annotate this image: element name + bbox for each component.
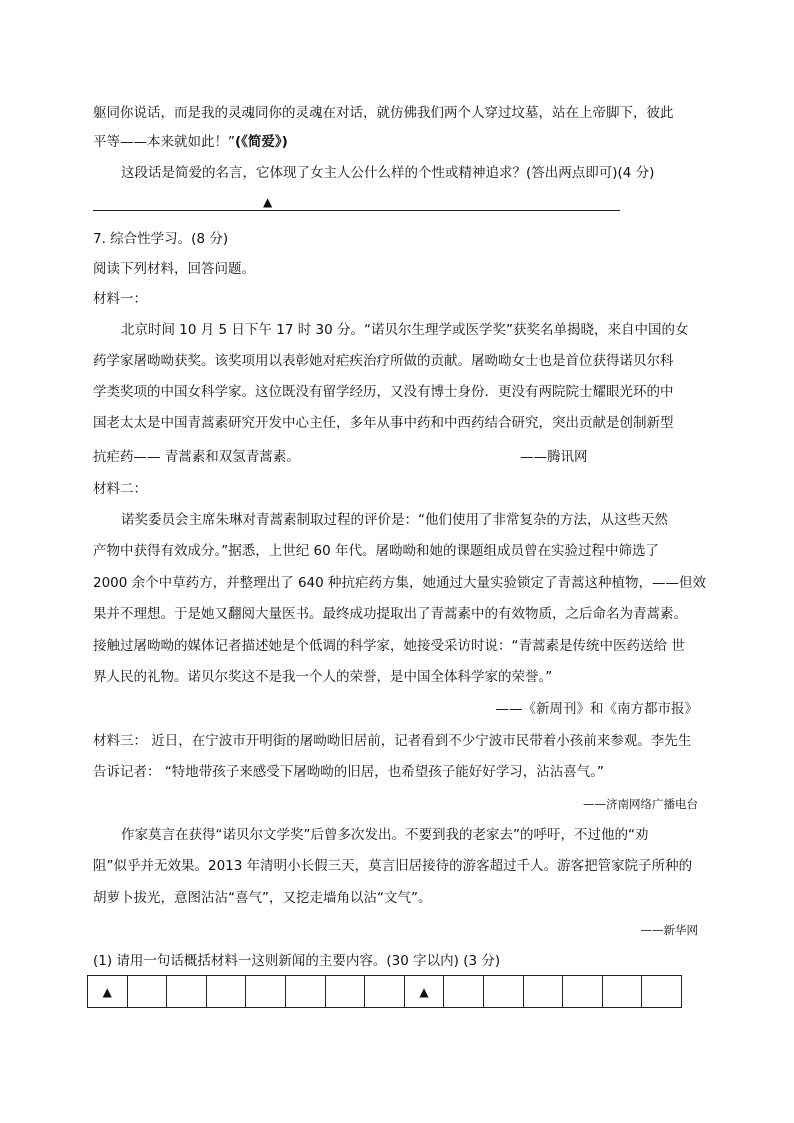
grid-cell[interactable]: [365, 976, 405, 1007]
material-4-line: 阻”似乎并无效果。2013 年清明小长假三天，莫言旧居接待的游客超过千人。游客把管家院子所种的: [93, 858, 693, 874]
grid-cell[interactable]: [326, 976, 366, 1007]
material-1-source: ——腾讯网: [520, 449, 588, 465]
quote-end: 平等——本来就如此！”: [93, 134, 235, 150]
answer-grid: [87, 975, 682, 1008]
grid-cell[interactable]: [286, 976, 326, 1007]
grid-cell[interactable]: [524, 976, 564, 1007]
grid-cell[interactable]: [207, 976, 247, 1007]
material-1-line: 药学家屠呦呦获奖。该奖项用以表彰她对疟疾治疗所做的贡献。屠呦呦女士也是首位获得诺贝尔科: [93, 353, 674, 369]
material-4-line: 胡萝卜拔光，意图沾沾“喜气”，又挖走墙角以沾“文气”。: [93, 890, 432, 906]
material-4-source: ——新华网: [640, 923, 698, 937]
source-jane-eyre: (《简爱》): [235, 134, 288, 150]
material-2-line: 果并不理想。于是她又翻阅大量医书。最终成功提取出了青蒿素中的有效物质，之后命名为青蒿素。: [93, 606, 687, 622]
material-1-line: 北京时间 10 月 5 日下午 17 时 30 分。“诺贝尔生理学或医学奖”获奖名单揭晓，来自中国的女: [121, 322, 689, 338]
grid-cell[interactable]: [246, 976, 286, 1007]
sub-question-1: (1) 请用一句话概括材料一这则新闻的主要内容。(30 字以内) (3 分): [93, 953, 501, 969]
material-1-line: 国老太太是中国青蒿素研究开发中心主任，多年从事中药和中西药结合研究，突出贡献是创制新型: [93, 415, 674, 431]
material-3-line: 告诉记者： “特地带孩子来感受下屠呦呦的旧居，也希望孩子能好好学习，沾沾喜气。”: [93, 764, 605, 780]
grid-cell[interactable]: [563, 976, 603, 1007]
material-2-line: 2000 余个中草药方，并整理出了 640 种抗疟药方集，她通过大量实验锁定了青蒿这种植物，——但效: [93, 575, 706, 591]
material-1-line: 抗疟药—— 青蒿素和双氢青蒿素。: [93, 449, 300, 465]
text-line-2: [93, 132, 288, 152]
material-3-line: 材料三： 近日，在宁波市开明街的屠呦呦旧居前，记者看到不少宁波市民带着小孩前来参观。李先生: [93, 733, 692, 749]
grid-cell[interactable]: [642, 976, 681, 1007]
grid-cell[interactable]: ▲: [405, 976, 445, 1007]
material-4-line: 作家莫言在获得“诺贝尔文学奖”后曾多次发出。不要到我的老家去”的呼吁，不过他的“劝: [121, 827, 649, 843]
material-2-label: 材料二：: [93, 481, 147, 497]
material-1-line: 学类奖项的中国女科学家。这位既没有留学经历，又没有博士身份．更没有两院院士耀眼光环的中: [93, 384, 674, 400]
instruction: 阅读下列材料，回答问题。: [93, 261, 255, 277]
answer-marker-triangle-icon: ▲: [263, 195, 273, 209]
question-6-prompt: 这段话是简爱的名言，它体现了女主人公什么样的个性或精神追求？(答出两点即可)(4 分): [121, 165, 655, 181]
grid-cell[interactable]: ▲: [88, 976, 128, 1007]
grid-cell[interactable]: [128, 976, 168, 1007]
text-line-1: 躯同你说话，而是我的灵魂同你的灵魂在对话，就仿佛我们两个人穿过坟墓，站在上帝脚下，彼此: [93, 105, 674, 121]
material-2-source: ——《新周刊》和《南方都市报》: [495, 701, 698, 717]
grid-cell[interactable]: [444, 976, 484, 1007]
material-2-line: 界人民的礼物。诺贝尔奖这不是我一个人的荣誉，是中国全体科学家的荣誉。”: [93, 669, 553, 685]
grid-cell[interactable]: [603, 976, 643, 1007]
material-2-line: 产物中获得有效成分。”据悉，上世纪 60 年代。屠呦呦和她的课题组成员曾在实验过程中筛选了: [93, 543, 660, 559]
question-7-title: 7. 综合性学习。(8 分): [93, 231, 229, 247]
material-3-source: ——济南网络广播电台: [583, 797, 698, 811]
answer-line[interactable]: [93, 210, 620, 211]
material-2-line: 诺奖委员会主席朱琳对青蒿素制取过程的评价是：“他们使用了非常复杂的方法，从这些天然: [121, 512, 668, 528]
grid-cell[interactable]: [484, 976, 524, 1007]
material-1-label: 材料一：: [93, 291, 147, 307]
grid-cell[interactable]: [167, 976, 207, 1007]
material-2-line: 接触过屠呦呦的媒体记者描述她是个低调的科学家，她接受采访时说：“青蒿素是传统中医药送给 世: [93, 638, 685, 654]
